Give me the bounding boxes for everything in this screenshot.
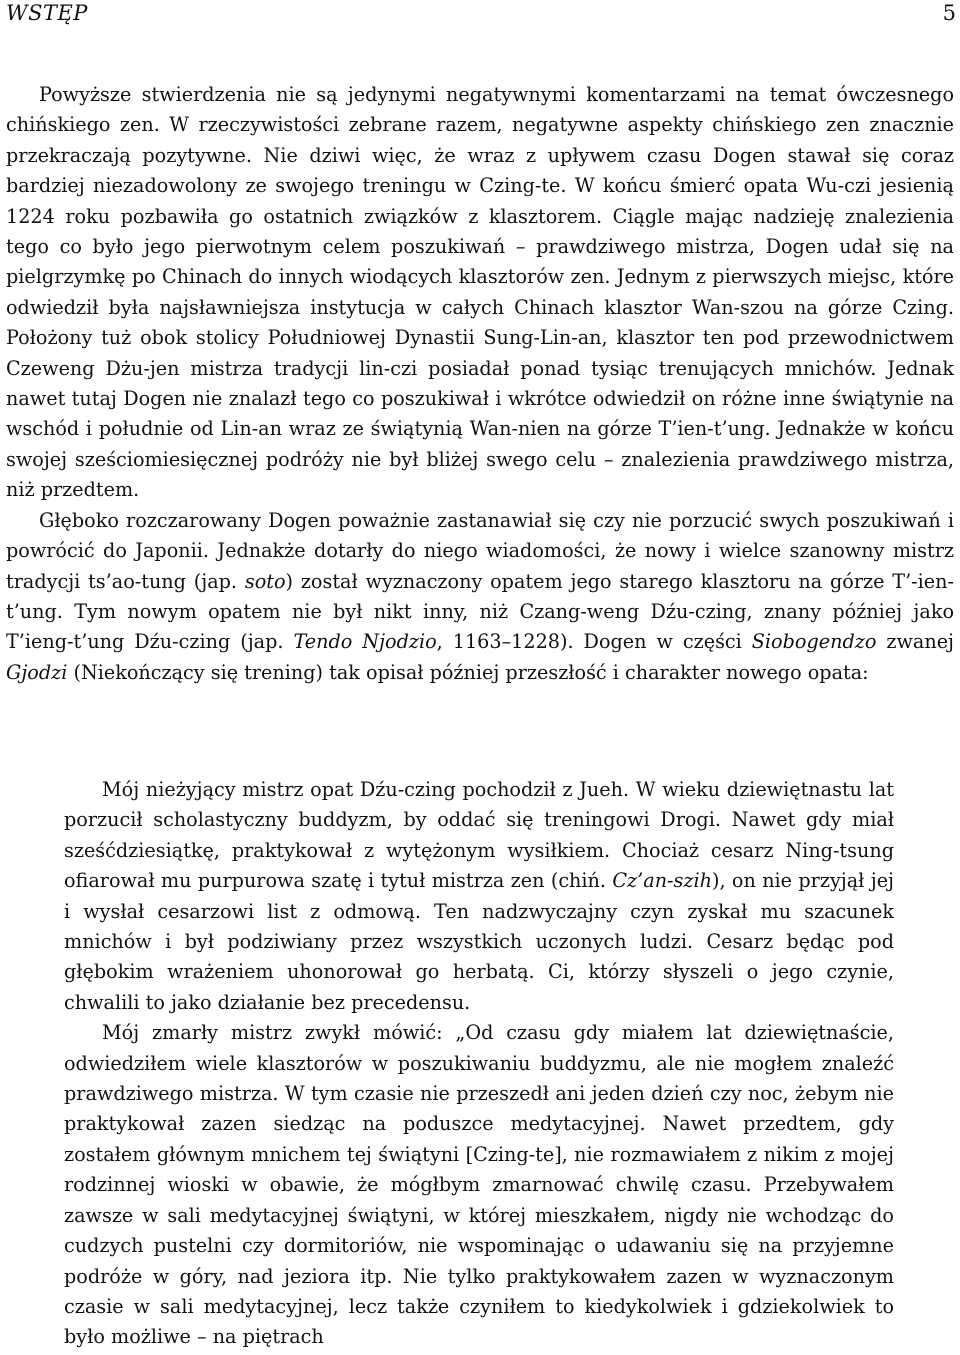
paragraph-2-text: ) został wyznaczony opatem jego starego klasztoru na górze T’-ien-t’ung. Tym nowym opatem nie był nikt inny, niż Czang-weng Dźu-czing, znany później jako T’ieng-t’ung Dźu-czing (jap. (6, 569, 955, 654)
quote-text: ), on nie przyjął jej i wysłał cesarzowi list z odmową. Ten nadzwyczajny czyn zyskał mu szacunek mnichów i był podziwiany przez wszystkich uczonych ludzi. Cesarz będąc pod głębokim wrażeniem uhonorował go herbatą. Ci, którzy słyszeli o jego czynie, chwalili to jako działanie bez precedensu. (64, 869, 894, 1014)
quote-text: Mój nieżyjący mistrz opat Dźu-czing pochodził z Jueh. W wieku dziewiętnastu lat porzucił scholastyczny buddyzm, by oddać się treningowi Drogi. Nawet gdy miał sześćdziesiątkę, praktykował z wytężonym wysiłkiem. Chociaż cesarz Ning-tsung ofiarował mu purpurowa szatę i tytuł mistrza zen (chiń. (64, 778, 894, 893)
paragraph-2-text: (Niekończący się trening) tak opisał później przeszłość i charakter nowego opata: (67, 660, 869, 684)
term-gjodzi: Gjodzi (6, 660, 68, 684)
paragraph-2-text: Głęboko rozczarowany Dogen poważnie zastanawiał się czy nie porzucić swych poszukiwań i powrócić do Japonii. Jednakże dotarły do niego wiadomości, że nowy i wielce szanowny mistrz tradycji ts’ao-tung (jap. (6, 508, 954, 593)
term-soto: soto (244, 569, 286, 593)
running-header (4, 0, 960, 28)
paragraph-2-text: zwanej (876, 630, 954, 654)
block-quote (64, 775, 894, 1353)
paragraph-2-text: , 1163–1228). Dogen w części (436, 630, 752, 654)
quote-paragraph-1 (64, 775, 894, 1018)
term-czan-szih: Cz’an-szih (612, 869, 712, 893)
quote-paragraph-2: Mój zmarły mistrz zwykł mówić: „Od czasu gdy miałem lat dziewiętnaście, odwiedziłem wiele klasztorów w poszukiwaniu buddyzmu, ale nie mogłem znaleźć prawdziwego mistrza. W tym czasie nie przeszedł ani jeden dzień czy noc, żebym nie praktykował zazen siedząc na poduszce medytacyjnej. Nawet przedtem, gdy zostałem głównym mnichem tej świątyni [Czing-te], nie rozmawiałem z nikim z mojej rodzinnej wioski w obawie, że mógłbym zmarnować chwilę czasu. Przebywałem zawsze w sali medytacyjnej świątyni, w której mieszkałem, nigdy nie wchodząc do cudzych pustelni czy dormitoriów, nie wspominając o udawaniu się na przyjemne podróże w góry, nad jeziora itp. Nie tylko praktykowałem zazen w wyznaczonym czasie w sali medytacyjnej, lecz także czyniłem to kiedykolwiek i gdziekolwiek to było możliwe – na piętrach (64, 1021, 894, 1349)
chapter-title: WSTĘP (6, 1, 88, 25)
page-number: 5 (942, 1, 956, 25)
term-tendo-njodzio: Tendo Njodzio (293, 630, 437, 654)
term-siobogendzo: Siobogendzo (751, 630, 877, 654)
main-text (6, 80, 954, 688)
paragraph-2 (6, 506, 954, 688)
paragraph-1: Powyższe stwierdzenia nie są jedynymi negatywnymi komentarzami na temat ówczesnego chińskiego zen. W rzeczywistości zebrane razem, negatywne aspekty chińskiego zen znacznie przekraczają pozytywne. Nie dziwi więc, że wraz z upływem czasu Dogen stawał się coraz bardziej niezadowolony ze swojego treningu w Czing-te. W końcu śmierć opata Wu-czi jesienią 1224 roku pozbawiła go ostatnich związków z klasztorem. Ciągle mając nadzieję znalezienia tego co było jego pierwotnym celem poszukiwań – prawdziwego mistrza, Dogen udał się na pielgrzymkę po Chinach do innych wiodących klasztorów zen. Jednym z pierwszych miejsc, które odwiedził była najsławniejsza instytucja w całych Chinach klasztor Wan-szou na górze Czing. Położony tuż obok stolicy Południowej Dynastii Sung-Lin-an, klasztor ten pod przewodnictwem Czeweng Dżu-jen mistrza tradycji lin-czi posiadał ponad tysiąc trenujących mnichów. Jednak nawet tutaj Dogen nie znalazł tego co poszukiwał i wkrótce odwiedził on różne inne świątynie na wschód i południe od Lin-an wraz ze świątynią Wan-nien na górze T’ien-t’ung. Jednakże w końcu swojej sześciomiesięcznej podróży nie był bliżej swego celu – znalezienia prawdziwego mistrza, niż przedtem. (6, 83, 954, 502)
